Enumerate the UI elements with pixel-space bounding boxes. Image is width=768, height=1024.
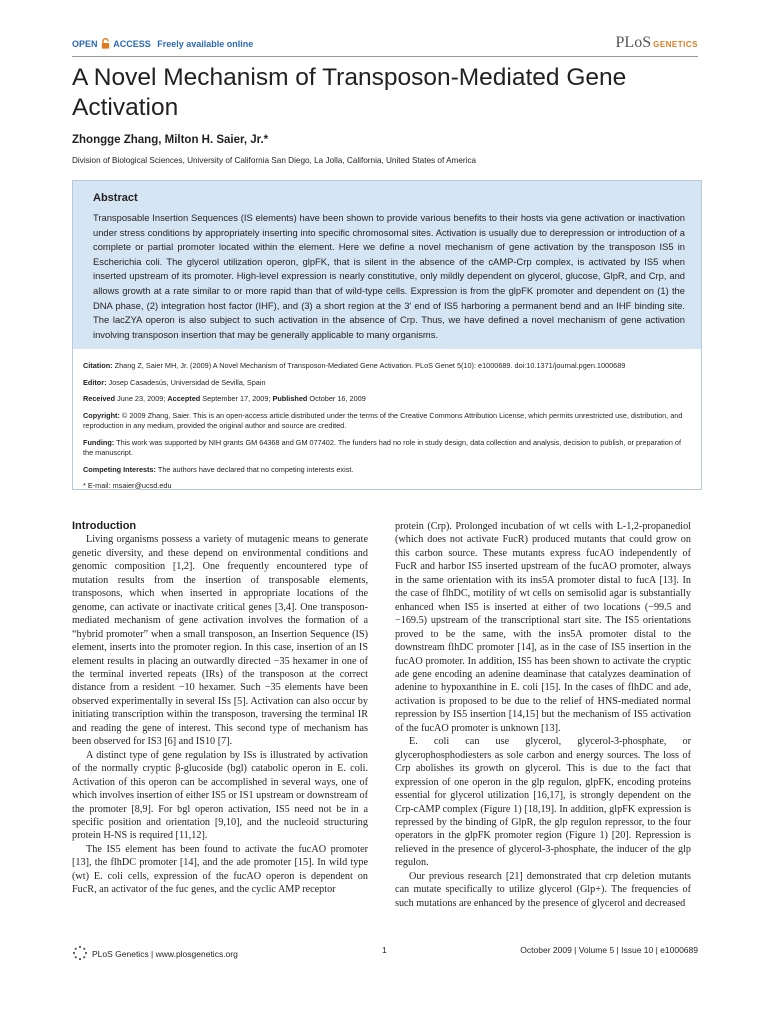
plos-sunburst-icon <box>72 945 88 961</box>
journal-header <box>72 34 698 56</box>
author-affiliation: Division of Biological Sciences, University of California San Diego, La Jolla, California, United States of America <box>72 156 477 165</box>
footer-issue: October 2009 | Volume 5 | Issue 10 | e1000689 <box>520 945 698 955</box>
footer-journal-text: PLoS Genetics | www.plosgenetics.org <box>92 949 238 959</box>
plos-wordmark: PLoS <box>615 34 652 51</box>
page-number: 1 <box>382 945 387 955</box>
freely-available-label: Freely available online <box>157 39 254 49</box>
competing-interests: Competing Interests: The authors have declared that no competing interests exist. <box>83 464 354 474</box>
paragraph: A distinct type of gene regulation by ISs is illustrated by activation of the normally cryptic β-glucoside (bgl) catabolic operon in E. coli. Activation of this operon can be accomplished in several ways, one of which involves insertion of either IS5 or IS1 upstream or downstream of the promoter [8,9]. For bgl operon activation, IS5 need not be in a specific position and orientation [9,10], and the nucleoid structuring protein H-NS is required [11,12]. <box>72 749 368 842</box>
article-authors: Zhongge Zhang, Milton H. Saier, Jr.* <box>72 134 269 146</box>
open-access-banner <box>72 38 253 51</box>
paragraph: Our previous research [21] demonstrated that crp deletion mutants can mutate specifically to utilize glycerol (Glp+). The frequencies of such mutations are enhanced by the presence of glycerol and decreased <box>395 870 691 909</box>
page-footer <box>72 945 698 961</box>
editor: Editor: Josep Casadesús, Universidad de Sevilla, Spain <box>83 377 266 387</box>
contact-email: * E-mail: msaier@ucsd.edu <box>83 481 172 490</box>
funding: Funding: This work was supported by NIH grants GM 64368 and GM 077402. The funders had no role in study design, data collection and analysis, decision to publish, or preparation of the manuscript. <box>83 437 681 457</box>
abstract-panel <box>73 181 701 349</box>
paragraph: protein (Crp). Prolonged incubation of wt cells with L-1,2-propanediol (which does not activate FucR) produced mutants that could grow on this carbon source. These mutants express fucAO independently of FucR and harbor IS5 inserted upstream of the fucAO promoter, always in the same orientation with its ins5A promoter distal to fucA [13]. In the case of flhDC, motility of wt cells on semisolid agar is substantially enhanced when IS5 is inserted at either of two locations (−99.5 and −169.5) upstream of the transcriptional start site. The IS5 orientations proved to be the same, with the ins5A promoter distal to the downstream flhDC promoter [14], as in the case of IS5 insertion in the fucAO promoter. In addition, IS5 has been shown to activate the cryptic ade gene encoding an adenine deaminase that catalyzes deamination of adenine to hypoxanthine in E. coli [15]. In the cases of flhDC and ade, activation is proposed to be due to the relief of HNS-mediated normal repression by IS5 insertion [14,15] but the mechanism of IS5 activation of the fucAO promoter is unknown [13]. <box>395 521 691 734</box>
journal-name: GENETICS <box>653 40 698 49</box>
open-label: OPEN <box>72 39 98 49</box>
paragraph: The IS5 element has been found to activate the fucAO promoter [13], the flhDC promoter [14], and the ade promoter [15]. In wild type (wt) E. coli cells, expression of the fucAO operon is dependent on FucR, an activator of the fuc genes, and the cyclic AMP receptor <box>72 843 368 896</box>
open-access-lock-icon <box>101 38 110 51</box>
copyright: Copyright: © 2009 Zhang, Saier. This is an open-access article distributed under the terms of the Creative Commons Attribution License, which permits unrestricted use, distribution, and reproduction in any medium, provided the original author and source are credited. <box>83 410 683 430</box>
abstract-box <box>72 180 702 490</box>
paragraph: Living organisms possess a variety of mutagenic means to generate genetic diversity, and these depend on environmental conditions and genomic composition [1,2]. One frequently encountered type of mutation results from the insertion of transposable elements, transposons, which when inserted in appropriate locations of the genome, can activate or inactivate critical genes [3,4]. One transposon-mediated mechanism of gene activation involves the formation of a “hybrid promoter” when a small transposon, an Insertion Sequence (IS) element, inserts into the promoter region. In this case, insertion of an IS element results in placing an outwardly directed −35 hexamer in one of the terminal inverted repeats (IRs) of the transposon at the correct distance from a resident −10 hexamer. Such −35 elements have been observed experimentally in several ISs [5]. Activation can also occur by initiating transcription within the transposon, traversing the terminal IR and reading the gene of interest. This second type of mechanism has been observed for IS3 [6] and IS10 [7]. <box>72 534 368 748</box>
header-divider <box>72 56 698 57</box>
introduction-heading: Introduction <box>72 520 137 532</box>
access-label: ACCESS <box>113 39 151 49</box>
left-column <box>72 520 368 897</box>
article-title: A Novel Mechanism of Transposon-Mediated Gene Activation <box>72 64 627 121</box>
citation: Citation: Zhang Z, Saier MH, Jr. (2009) A Novel Mechanism of Transposon-Mediated Gene Activation. PLoS Genet 5(10): e1000689. doi:10.1371/journal.pgen.1000689 <box>83 361 626 370</box>
plos-logo <box>616 34 698 52</box>
abstract-heading: Abstract <box>93 192 138 204</box>
right-column <box>395 520 691 910</box>
article-metadata <box>83 361 691 498</box>
dates: Received June 23, 2009; Accepted September 17, 2009; Published October 16, 2009 <box>83 394 366 403</box>
paragraph: E. coli can use glycerol, glycerol-3-phosphate, or glycerophosphodiesters as sole carbon and energy sources. The loss of Crp abolishes its growth on glycerol. This is due to the fact that expression of one operon in the glp regulon, glpFK, encoding proteins essential for glycerol utilization [16,17], is strongly dependent on the Crp-cAMP complex (Figure 1) [18,19]. In addition, glpFK expression is repressed by the binding of GlpR, the glp regulon repressor, to the four operators in the glpFK promoter region (Figure 1) [20]. Repression is relieved in the presence of glycerol-3-phosphate, the inducer of the glp regulon. <box>395 736 691 869</box>
footer-journal <box>72 945 238 961</box>
abstract-text: Transposable Insertion Sequences (IS elements) have been shown to provide various benefits to their hosts via gene activation or inactivation under stress conditions by appropriately inserting into specific chromosomal sites. Activation is usually due to derepression or introduction of a complete or partial promoter located within the element. Here we define a novel mechanism of gene activation by the transposon IS5 in Escherichia coli. The glycerol utilization operon, glpFK, that is silent in the absence of the cAMP-Crp complex, is activated by IS5 when inserted upstream of its promoter. High-level expression is nearly constitutive, only mildly dependent on glycerol, glucose, GlpR, and Crp, and allows growth at a rate similar to or more rapid than that of wild-type cells. Expression is from the glpFK promoter and dependent on (1) the DNA phase, (2) integration host factor (IHF), and (3) a short region at the 3′ end of IS5 harboring a permanent bend and an IHF binding site. The lacZYA operon is also subject to such activation in the absence of Crp. Thus, we have defined a novel mechanism of gene activation involving transposon insertion that may be generally applicable to many organisms. <box>93 212 685 340</box>
